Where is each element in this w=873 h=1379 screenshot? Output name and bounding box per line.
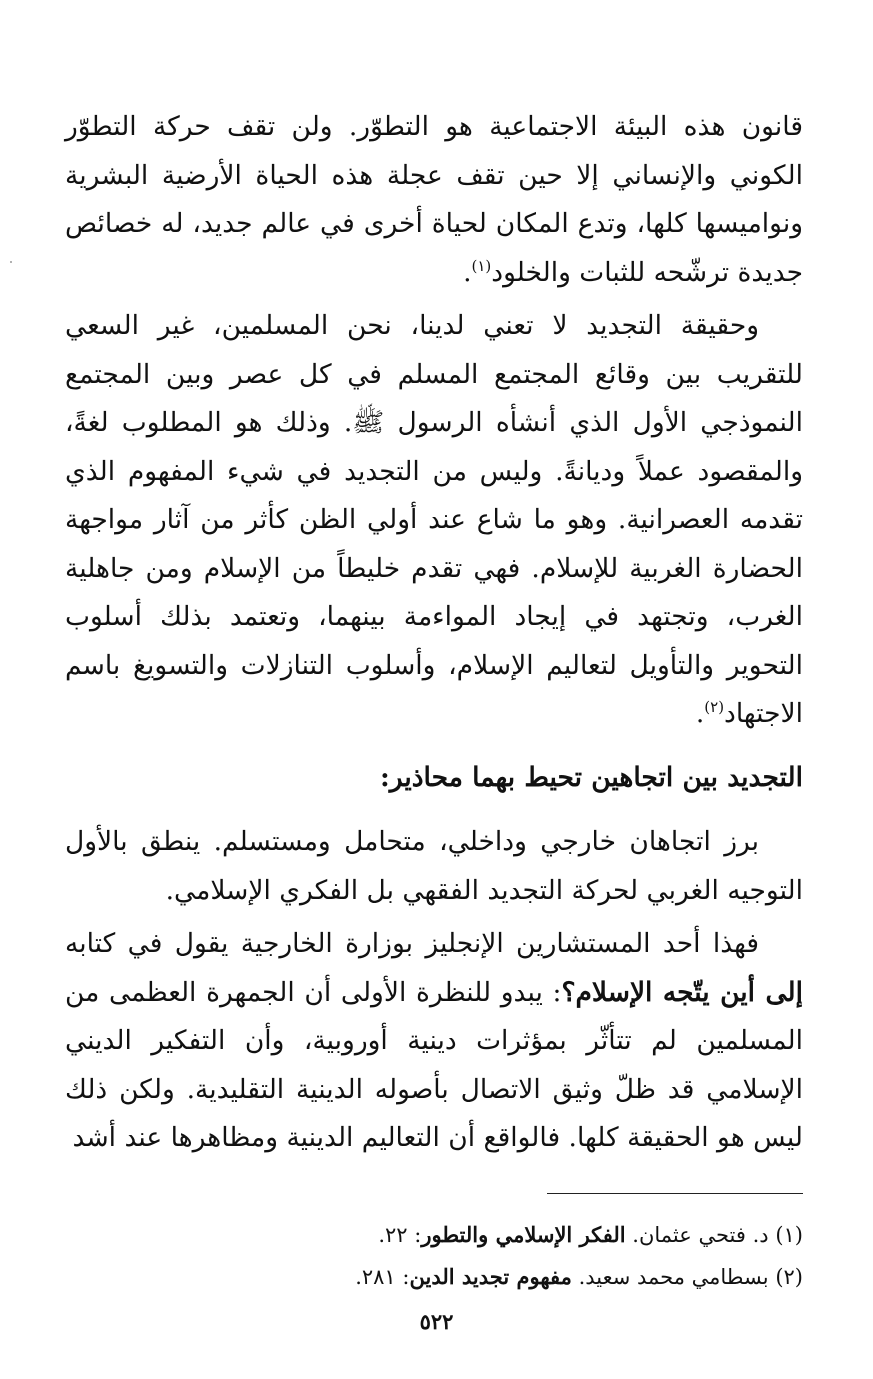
footnote-title: مفهوم تجديد الدين	[409, 1264, 572, 1289]
body-paragraph	[65, 103, 803, 297]
footnote-number: (٢)	[775, 1265, 803, 1289]
footnote	[65, 1220, 803, 1250]
body-paragraph	[65, 920, 803, 1163]
body-paragraph	[65, 818, 803, 915]
footnote-page: : ٢٢.	[378, 1223, 422, 1247]
paragraph-text: قانون هذه البيئة الاجتماعية هو التطوّر. ولن تقف حركة التطوّر الكوني والإنساني إلا حين تقف عجلة هذه الحياة الأرضية البشرية ونواميسها كلها، وتدع المكان لحياة أخرى في عالم جديد، له خصائص جديدة ترشّحه للثبات والخلود	[65, 111, 803, 288]
margin-speck	[10, 261, 12, 263]
paragraph-text: فهذا أحد المستشارين الإنجليز بوزارة الخارجية يقول في كتابه	[65, 928, 759, 959]
footnote-title: الفكر الإسلامي والتطور	[421, 1222, 626, 1247]
paragraph-end: .	[695, 698, 705, 729]
page-number: ٥٢٢	[419, 1309, 454, 1334]
footnote	[65, 1262, 803, 1292]
footnote-author: بسطامي محمد سعيد.	[578, 1265, 769, 1289]
paragraph-end: .	[463, 256, 472, 288]
footnote-reference: (١)	[471, 256, 492, 275]
footnote-page: : ٢٨١.	[355, 1265, 410, 1289]
paragraph-text: وحقيقة التجديد لا تعني لدينا، نحن المسلمين، غير السعي للتقريب بين وقائع المجتمع المسلم في كل عصر وبين المجتمع النموذجي الأول الذي أنشأه الرسول ﷺ. وذلك هو المطلوب لغةً، والمقصود عملاً وديانةً. وليس من التجديد في شيء المفهوم الذي تقدمه العصرانية. وهو ما شاع عند أولي الظن كأثر من آثار مواجهة الحضارة الغربية للإسلام. فهي تقدم خليطاً من الإسلام ومن جاهلية الغرب، وتجتهد في إيجاد المواءمة بينهما، وتعتمد بذلك أسلوب التحوير والتأويل لتعاليم الإسلام، وأسلوب التنازلات والتسويغ باسم الاجتهاد	[65, 310, 803, 729]
book-title: إلى أين يتّجه الإسلام؟	[561, 976, 803, 1008]
section-heading: التجديد بين اتجاهين تحيط بهما محاذير:	[379, 762, 803, 793]
footnote-author: د. فتحي عثمان.	[632, 1223, 769, 1247]
paragraph-text: : يبدو للنظرة الأولى أن الجمهرة العظمى من المسلمين لم تتأثّر بمؤثرات دينية أوروبية، وأن التفكير الديني الإسلامي قد ظلّ وثيق الاتصال بأصوله الدينية التقليدية. ولكن ذلك ليس هو الحقيقة كلها. فالواقع أن التعاليم الدينية ومظاهرها عند أشد	[65, 976, 803, 1153]
paragraph-text: برز اتجاهان خارجي وداخلي، متحامل ومستسلم. ينطق بالأول التوجيه الغربي لحركة التجديد الفقهي بل الفكري الإسلامي.	[65, 826, 803, 906]
footnote-separator	[547, 1193, 803, 1194]
body-paragraph	[65, 302, 803, 739]
footnote-reference: (٢)	[704, 698, 725, 717]
footnote-number: (١)	[775, 1223, 803, 1247]
